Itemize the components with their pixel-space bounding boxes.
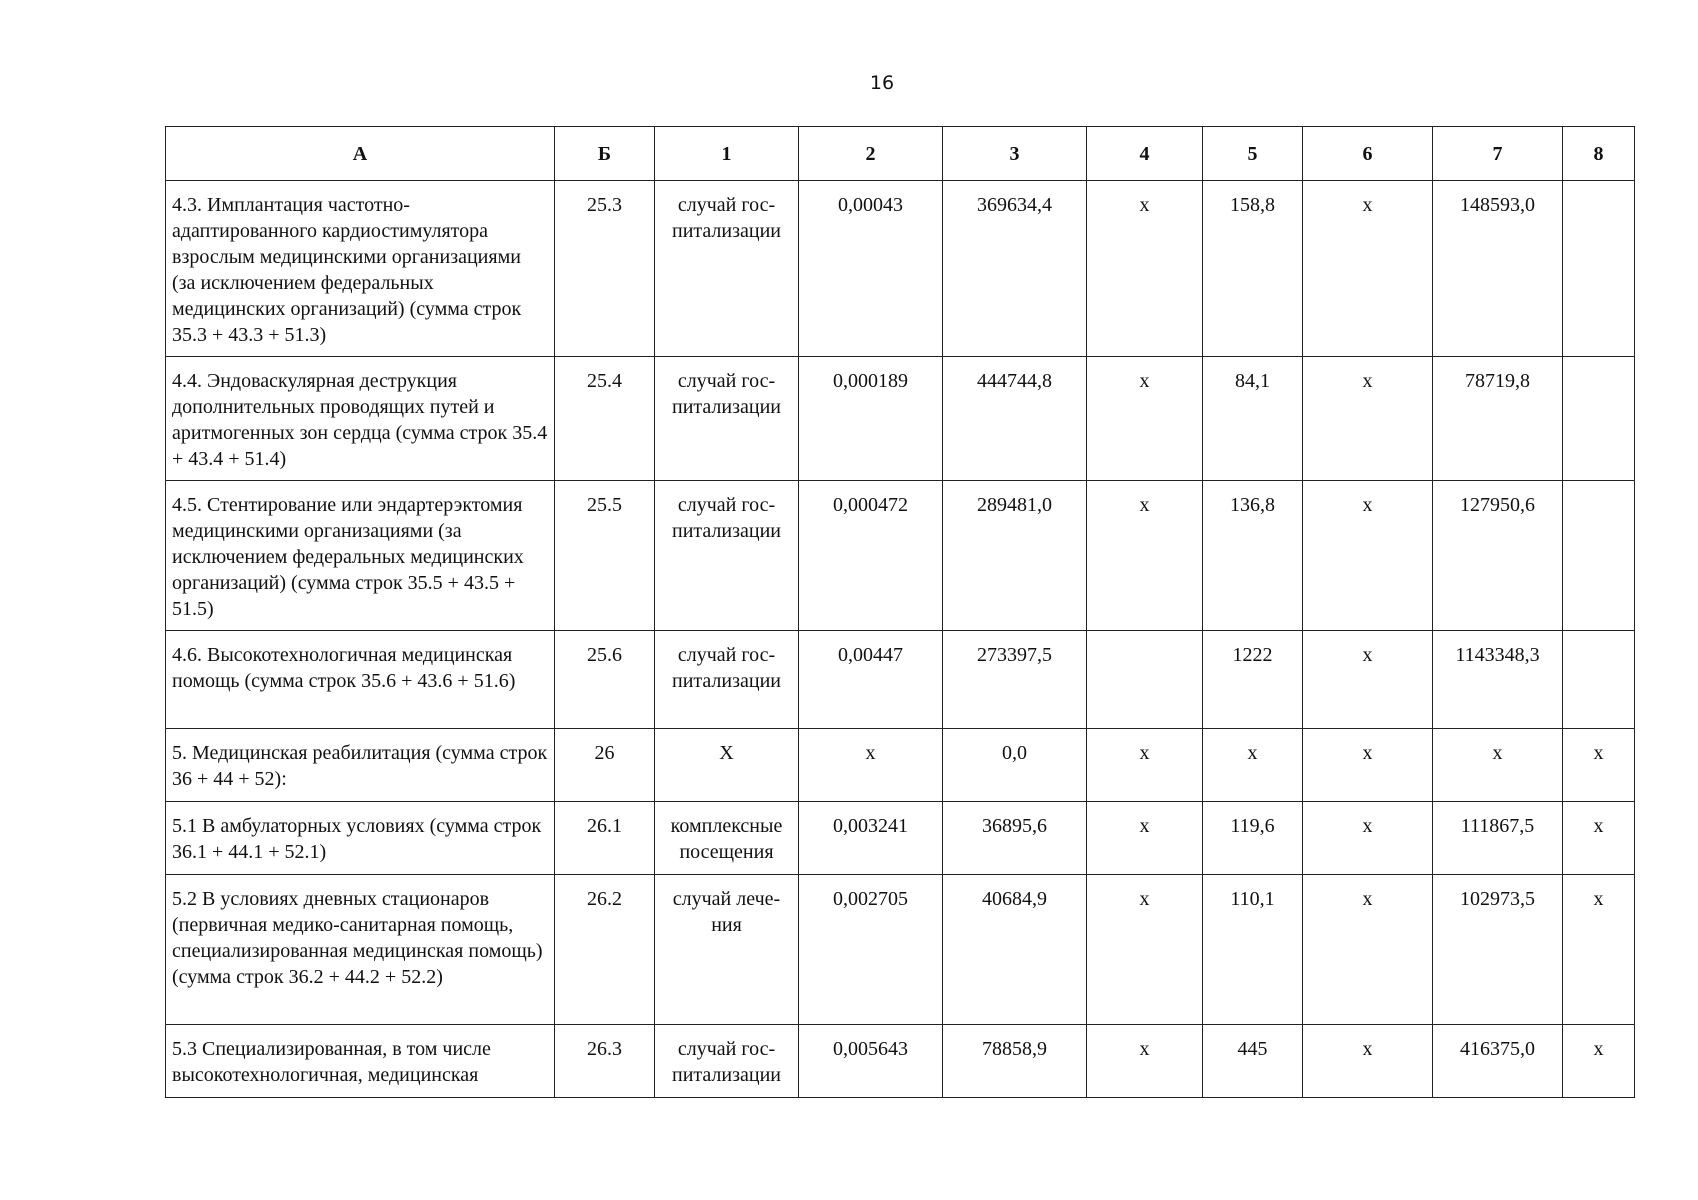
row-col-2: х (799, 729, 943, 802)
row-col-3: 36895,6 (943, 802, 1087, 875)
row-col-6: х (1303, 357, 1433, 481)
row-description: 5. Медицинская реабилитация (сумма строк 36 + 44 + 52): (166, 729, 555, 802)
row-col-4: х (1087, 1025, 1203, 1098)
row-description: 4.6. Высокотехнологичная медицинская помощь (сумма строк 35.6 + 43.6 + 51.6) (166, 631, 555, 729)
row-unit: Х (655, 729, 799, 802)
row-code: 25.3 (555, 181, 655, 357)
row-col-5: 136,8 (1203, 481, 1303, 631)
row-col-3: 78858,9 (943, 1025, 1087, 1098)
row-col-2: 0,00447 (799, 631, 943, 729)
row-col-2: 0,005643 (799, 1025, 943, 1098)
row-description: 5.1 В амбулаторных условиях (сумма строк 36.1 + 44.1 + 52.1) (166, 802, 555, 875)
row-col-8 (1563, 631, 1635, 729)
header-row (166, 127, 1635, 181)
row-col-5: 445 (1203, 1025, 1303, 1098)
row-col-8 (1563, 357, 1635, 481)
row-col-3: 40684,9 (943, 875, 1087, 1025)
row-col-6: х (1303, 631, 1433, 729)
row-unit: случай лече-ния (655, 875, 799, 1025)
row-col-7: 148593,0 (1433, 181, 1563, 357)
row-col-2: 0,000472 (799, 481, 943, 631)
row-unit: случай гос-питализации (655, 1025, 799, 1098)
row-unit: случай гос-питализации (655, 357, 799, 481)
row-code: 25.4 (555, 357, 655, 481)
row-col-4: х (1087, 357, 1203, 481)
header-cell-3: 3 (943, 127, 1087, 181)
table-row (166, 875, 1635, 1025)
row-code: 26.2 (555, 875, 655, 1025)
row-col-6: х (1303, 875, 1433, 1025)
table-row (166, 481, 1635, 631)
row-code: 26.1 (555, 802, 655, 875)
row-description: 4.3. Имплантация частотно-адаптированного кардиостимулятора взрослым медицинскими организациями (за исключением федеральных медицинских организаций) (сумма строк 35.3 + 43.3 + 51.3) (166, 181, 555, 357)
row-code: 25.6 (555, 631, 655, 729)
row-col-7: 102973,5 (1433, 875, 1563, 1025)
row-col-6: х (1303, 481, 1433, 631)
row-col-2: 0,000189 (799, 357, 943, 481)
row-col-4: х (1087, 481, 1203, 631)
header-cell-1: 1 (655, 127, 799, 181)
row-col-2: 0,003241 (799, 802, 943, 875)
row-col-6: х (1303, 181, 1433, 357)
row-unit: комплексные посещения (655, 802, 799, 875)
row-unit: случай гос-питализации (655, 181, 799, 357)
row-col-3: 0,0 (943, 729, 1087, 802)
row-col-8: х (1563, 1025, 1635, 1098)
row-col-7: 1143348,3 (1433, 631, 1563, 729)
row-col-3: 444744,8 (943, 357, 1087, 481)
row-col-2: 0,002705 (799, 875, 943, 1025)
table-row (166, 729, 1635, 802)
header-cell-6: 6 (1303, 127, 1433, 181)
row-unit: случай гос-питализации (655, 481, 799, 631)
row-code: 26 (555, 729, 655, 802)
row-col-7: 127950,6 (1433, 481, 1563, 631)
row-col-4: х (1087, 729, 1203, 802)
row-col-8: х (1563, 875, 1635, 1025)
row-col-4: х (1087, 802, 1203, 875)
row-col-3: 369634,4 (943, 181, 1087, 357)
row-col-7: х (1433, 729, 1563, 802)
row-col-5: 158,8 (1203, 181, 1303, 357)
row-col-6: х (1303, 1025, 1433, 1098)
row-code: 26.3 (555, 1025, 655, 1098)
row-col-8 (1563, 181, 1635, 357)
row-col-4: х (1087, 875, 1203, 1025)
row-col-8: х (1563, 802, 1635, 875)
row-col-5: 84,1 (1203, 357, 1303, 481)
header-cell-5: 5 (1203, 127, 1303, 181)
table-row (166, 357, 1635, 481)
row-col-5: 119,6 (1203, 802, 1303, 875)
row-col-6: х (1303, 729, 1433, 802)
row-code: 25.5 (555, 481, 655, 631)
row-description: 5.2 В условиях дневных стационаров (первичная медико-санитарная помощь, специализированная медицинская помощь) (сумма строк 36.2 + 44.2 + 52.2) (166, 875, 555, 1025)
row-col-6: х (1303, 802, 1433, 875)
row-description: 4.5. Стентирование или эндартерэктомия медицинскими организациями (за исключением федеральных медицинских организаций) (сумма строк 35.5 + 43.5 + 51.5) (166, 481, 555, 631)
data-table (165, 126, 1635, 1098)
header-cell-b: Б (555, 127, 655, 181)
table-row (166, 181, 1635, 357)
row-col-7: 111867,5 (1433, 802, 1563, 875)
page-number: 16 (869, 72, 895, 94)
row-col-7: 416375,0 (1433, 1025, 1563, 1098)
row-description: 4.4. Эндоваскулярная деструкция дополнительных проводящих путей и аритмогенных зон сердца (сумма строк 35.4 + 43.4 + 51.4) (166, 357, 555, 481)
row-col-3: 273397,5 (943, 631, 1087, 729)
row-col-7: 78719,8 (1433, 357, 1563, 481)
row-col-8 (1563, 481, 1635, 631)
header-cell-a: А (166, 127, 555, 181)
row-col-3: 289481,0 (943, 481, 1087, 631)
row-col-2: 0,00043 (799, 181, 943, 357)
header-cell-4: 4 (1087, 127, 1203, 181)
row-unit: случай гос-питализации (655, 631, 799, 729)
table-row (166, 1025, 1635, 1098)
row-col-4: х (1087, 181, 1203, 357)
row-col-5: 110,1 (1203, 875, 1303, 1025)
row-col-5: х (1203, 729, 1303, 802)
row-description: 5.3 Специализированная, в том числе высокотехнологичная, медицинская (166, 1025, 555, 1098)
table-row (166, 802, 1635, 875)
row-col-5: 1222 (1203, 631, 1303, 729)
table-row (166, 631, 1635, 729)
row-col-8: х (1563, 729, 1635, 802)
row-col-4 (1087, 631, 1203, 729)
header-cell-7: 7 (1433, 127, 1563, 181)
header-cell-2: 2 (799, 127, 943, 181)
header-cell-8: 8 (1563, 127, 1635, 181)
